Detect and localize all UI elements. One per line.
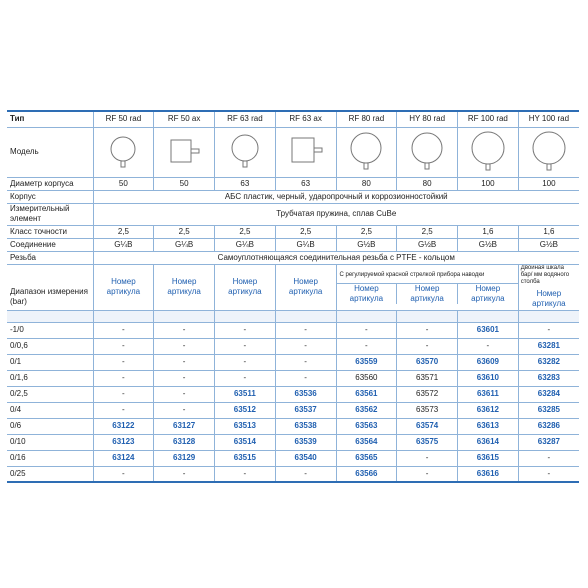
article-cell: 63616	[458, 466, 519, 482]
product-table	[7, 110, 579, 483]
body-label: Корпус	[10, 191, 36, 201]
article-header: Номер артикула	[288, 277, 323, 296]
table-row	[7, 370, 579, 386]
type-cell: RF 100 rad	[458, 111, 519, 127]
article-cell: 63514	[215, 434, 276, 450]
article-cell: 63614	[458, 434, 519, 450]
article-cell: 63574	[397, 418, 458, 434]
article-cell: -	[518, 466, 579, 482]
type-label: Тип	[10, 114, 25, 124]
connection-cell: G½B	[336, 238, 397, 251]
range-cell: 0/25	[10, 468, 26, 478]
class-cell: 2,5	[93, 225, 154, 238]
radial-gauge-icon	[469, 130, 507, 174]
article-cell: -	[275, 338, 336, 354]
type-cell: RF 63 rad	[215, 111, 276, 127]
thread-label: Резьба	[10, 252, 36, 262]
table-row	[7, 322, 579, 338]
article-cell: 63513	[215, 418, 276, 434]
class-cell: 2,5	[336, 225, 397, 238]
article-cell: -	[397, 466, 458, 482]
article-cell: 63128	[154, 434, 215, 450]
article-cell: 63609	[458, 354, 519, 370]
article-cell: 63282	[518, 354, 579, 370]
article-cell: 63127	[154, 418, 215, 434]
range-cell: 0/16	[10, 453, 26, 462]
article-cell: 63281	[518, 338, 579, 354]
radial-gauge-icon	[348, 131, 384, 173]
class-row	[7, 225, 579, 238]
article-cell: 63572	[397, 386, 458, 402]
article-cell: 63559	[336, 354, 397, 370]
class-cell: 1,6	[518, 225, 579, 238]
radial-gauge-icon	[409, 131, 445, 173]
class-cell: 2,5	[154, 225, 215, 238]
article-cell: 63540	[275, 450, 336, 466]
type-row	[7, 111, 579, 127]
article-cell: -	[154, 386, 215, 402]
article-cell: -	[336, 322, 397, 338]
article-header: Номер артикула	[228, 277, 262, 296]
article-cell: 63283	[518, 370, 579, 386]
connection-cell: G¼B	[154, 238, 215, 251]
connection-cell: G½B	[397, 238, 458, 251]
article-cell: -	[93, 354, 154, 370]
article-cell: 63563	[336, 418, 397, 434]
article-cell: -	[275, 354, 336, 370]
article-cell: 63515	[215, 450, 276, 466]
article-cell: 63562	[336, 402, 397, 418]
article-cell: 63612	[458, 402, 519, 418]
connection-cell: G½B	[458, 238, 519, 251]
article-cell: 63575	[397, 434, 458, 450]
range-header-row	[7, 264, 579, 310]
article-cell: 63536	[275, 386, 336, 402]
article-cell: 63573	[397, 402, 458, 418]
class-cell: 2,5	[397, 225, 458, 238]
article-cell: 63538	[275, 418, 336, 434]
model-row	[7, 127, 579, 177]
article-cell: -	[93, 466, 154, 482]
article-cell: -	[154, 466, 215, 482]
article-cell: -	[397, 338, 458, 354]
connection-cell: G¼B	[275, 238, 336, 251]
article-cell: -	[215, 466, 276, 482]
range-cell: 0/1,6	[10, 373, 28, 382]
article-cell: -	[518, 450, 579, 466]
range-cell: 0/2,5	[10, 389, 28, 398]
diameter-cell: 80	[397, 177, 458, 190]
connection-row	[7, 238, 579, 251]
article-cell: 63615	[458, 450, 519, 466]
article-cell: -	[215, 354, 276, 370]
table-row	[7, 402, 579, 418]
type-cell: HY 80 rad	[397, 111, 458, 127]
article-cell: -	[275, 322, 336, 338]
article-cell: 63512	[215, 402, 276, 418]
article-cell: -	[215, 370, 276, 386]
article-header: Номер артикула	[349, 284, 384, 303]
table-row	[7, 450, 579, 466]
diameter-cell: 50	[93, 177, 154, 190]
article-header: Номер артикула	[532, 289, 566, 308]
article-cell: 63566	[336, 466, 397, 482]
element-label: Измерительный элемент	[10, 204, 70, 223]
type-cell: RF 50 rad	[93, 111, 154, 127]
thread-row	[7, 251, 579, 264]
article-header: Номер артикула	[457, 284, 518, 304]
article-cell: -	[275, 466, 336, 482]
article-cell: -	[154, 338, 215, 354]
article-cell: -	[397, 322, 458, 338]
article-cell: 63601	[458, 322, 519, 338]
article-cell: -	[93, 322, 154, 338]
article-cell: -	[93, 338, 154, 354]
range-cell: -1/0	[10, 325, 24, 334]
article-cell: 63511	[215, 386, 276, 402]
article-cell: 63537	[275, 402, 336, 418]
diameter-cell: 63	[275, 177, 336, 190]
article-cell: -	[93, 402, 154, 418]
article-cell: 63284	[518, 386, 579, 402]
article-cell: 63564	[336, 434, 397, 450]
table-row	[7, 434, 579, 450]
range-cell: 0/4	[10, 405, 22, 414]
article-cell: 63610	[458, 370, 519, 386]
range-header-label: Диапазон измерения (bar)	[10, 286, 88, 306]
article-cell: 63570	[397, 354, 458, 370]
article-cell: 63539	[275, 434, 336, 450]
diameter-label: Диаметр корпуса	[10, 178, 74, 188]
body-row	[7, 190, 579, 203]
range-cell: 0/10	[10, 437, 26, 446]
axial-gauge-icon	[288, 133, 324, 171]
class-label: Класс точности	[10, 226, 68, 236]
article-cell: -	[215, 322, 276, 338]
class-cell: 1,6	[458, 225, 519, 238]
type-cell: RF 50 ax	[154, 111, 215, 127]
article-cell: 63560	[336, 370, 397, 386]
article-cell: 63565	[336, 450, 397, 466]
connection-cell: G¼B	[215, 238, 276, 251]
table-row	[7, 418, 579, 434]
spacer-row	[7, 310, 579, 322]
article-header: Номер артикула	[396, 284, 457, 304]
article-cell: -	[93, 386, 154, 402]
radial-gauge-icon	[108, 134, 138, 170]
article-cell: -	[154, 322, 215, 338]
type-cell: HY 100 rad	[518, 111, 579, 127]
article-cell: -	[458, 338, 519, 354]
article-cell: -	[154, 370, 215, 386]
article-cell: -	[93, 370, 154, 386]
axial-gauge-icon	[167, 134, 201, 170]
article-cell: -	[518, 322, 579, 338]
article-cell: -	[275, 370, 336, 386]
diameter-cell: 100	[518, 177, 579, 190]
article-cell: -	[215, 338, 276, 354]
article-cell: 63123	[93, 434, 154, 450]
red-pointer-note: С регулируемой красной стрелкой прибора наводки	[337, 270, 518, 284]
class-cell: 2,5	[215, 225, 276, 238]
article-cell: 63285	[518, 402, 579, 418]
element-row	[7, 203, 579, 225]
range-cell: 0/0,6	[10, 341, 28, 350]
connection-label: Соединение	[10, 239, 56, 249]
article-cell: 63561	[336, 386, 397, 402]
article-cell: -	[154, 402, 215, 418]
diameter-cell: 80	[336, 177, 397, 190]
article-cell: 63287	[518, 434, 579, 450]
article-cell: -	[397, 450, 458, 466]
range-cell: 0/1	[10, 357, 22, 366]
table-row	[7, 338, 579, 354]
diameter-cell: 100	[458, 177, 519, 190]
thread-value: Самоуплотняющаяся соединительная резьба с PTFE - кольцом	[93, 251, 579, 264]
model-label: Модель	[10, 147, 39, 156]
article-cell: -	[154, 354, 215, 370]
article-header: Номер артикула	[167, 277, 201, 296]
article-cell: 63124	[93, 450, 154, 466]
connection-cell: G½B	[518, 238, 579, 251]
article-cell: 63286	[518, 418, 579, 434]
range-cell: 0/6	[10, 421, 22, 430]
article-cell: 63122	[93, 418, 154, 434]
radial-gauge-icon	[530, 130, 568, 174]
dual-scale-note: Двойная шкала бар/ мм водяного столба	[520, 265, 570, 285]
article-cell: 63129	[154, 450, 215, 466]
article-header: Номер артикула	[106, 277, 141, 296]
article-cell: 63571	[397, 370, 458, 386]
element-value: Трубчатая пружина, сплав CuBe	[93, 203, 579, 225]
table-row	[7, 354, 579, 370]
table-row	[7, 386, 579, 402]
article-cell: 63613	[458, 418, 519, 434]
radial-gauge-icon	[229, 133, 261, 171]
type-cell: RF 80 rad	[336, 111, 397, 127]
diameter-row	[7, 177, 579, 190]
diameter-cell: 50	[154, 177, 215, 190]
article-cell: 63611	[458, 386, 519, 402]
table-row	[7, 466, 579, 482]
class-cell: 2,5	[275, 225, 336, 238]
connection-cell: G¼B	[93, 238, 154, 251]
type-cell: RF 63 ax	[275, 111, 336, 127]
diameter-cell: 63	[215, 177, 276, 190]
article-cell: -	[336, 338, 397, 354]
body-value: АБС пластик, черный, ударопрочный и коррозионностойкий	[93, 190, 579, 203]
